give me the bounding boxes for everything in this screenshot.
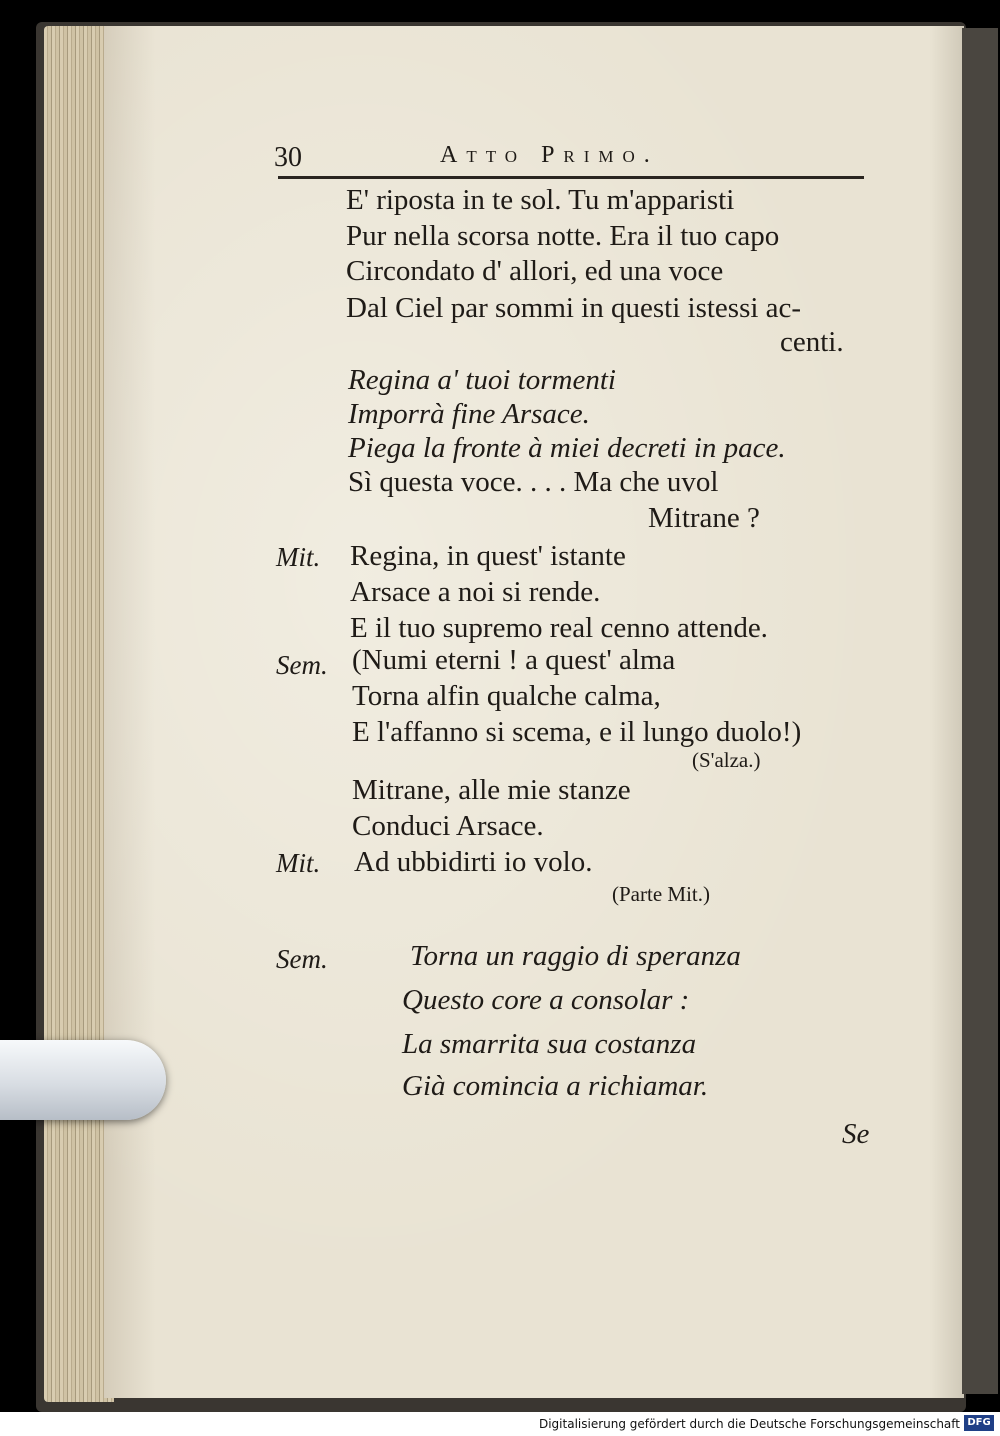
aria-line: Torna un raggio di speranza <box>410 940 741 972</box>
stage-direction: (S'alza.) <box>692 748 761 772</box>
stage-direction: (Parte Mit.) <box>612 882 710 906</box>
text-line: E l'affanno si scema, e il lungo duolo!) <box>352 716 802 748</box>
page-clip <box>0 1040 166 1120</box>
text-line: Mitrane ? <box>648 502 760 534</box>
page-number: 30 <box>274 142 302 173</box>
header-rule <box>278 176 864 179</box>
text-line: E' riposta in te sol. Tu m'apparisti <box>346 184 735 216</box>
text-line: Piega la fronte à miei decreti in pace. <box>348 432 786 464</box>
text-line: Regina, in quest' istante <box>350 540 626 572</box>
aria-line: La smarrita sua costanza <box>402 1028 697 1060</box>
text-line: Dal Ciel par sommi in questi istessi ac- <box>346 292 802 324</box>
running-title: Atto Primo. <box>440 142 659 168</box>
text-line: Ad ubbidirti io volo. <box>354 846 593 878</box>
speaker-label: Sem. <box>276 650 328 680</box>
text-line: Conduci Arsace. <box>352 810 544 842</box>
text-line: Imporrà fine Arsace. <box>348 398 590 430</box>
catchword: Se <box>842 1118 870 1150</box>
speaker-label: Sem. <box>276 944 328 974</box>
speaker-label: Mit. <box>276 542 321 572</box>
text-line: Sì questa voce. . . . Ma che uvol <box>348 466 719 498</box>
book-cover-edge <box>962 28 998 1394</box>
text-line: Pur nella scorsa notte. Era il tuo capo <box>346 220 780 252</box>
text-line: E il tuo supremo real cenno attende. <box>350 612 768 644</box>
aria-line: Già comincia a richiamar. <box>402 1070 709 1102</box>
text-line: centi. <box>780 326 844 358</box>
text-line: Circondato d' allori, ed una voce <box>346 255 724 287</box>
dfg-logo: DFG <box>964 1415 994 1431</box>
text-line: Mitrane, alle mie stanze <box>352 774 631 806</box>
text-line: Torna alfin qualche calma, <box>352 680 661 712</box>
text-line: Regina a' tuoi tormenti <box>348 364 616 396</box>
text-line: Arsace a noi si rende. <box>350 576 601 608</box>
aria-line: Questo core a consolar : <box>402 984 690 1016</box>
speaker-label: Mit. <box>276 848 321 878</box>
text-line: (Numi eterni ! a quest' alma <box>352 644 676 676</box>
funding-credit: Digitalisierung gefördert durch die Deutsche Forschungsgemeinschaft <box>538 1417 960 1431</box>
